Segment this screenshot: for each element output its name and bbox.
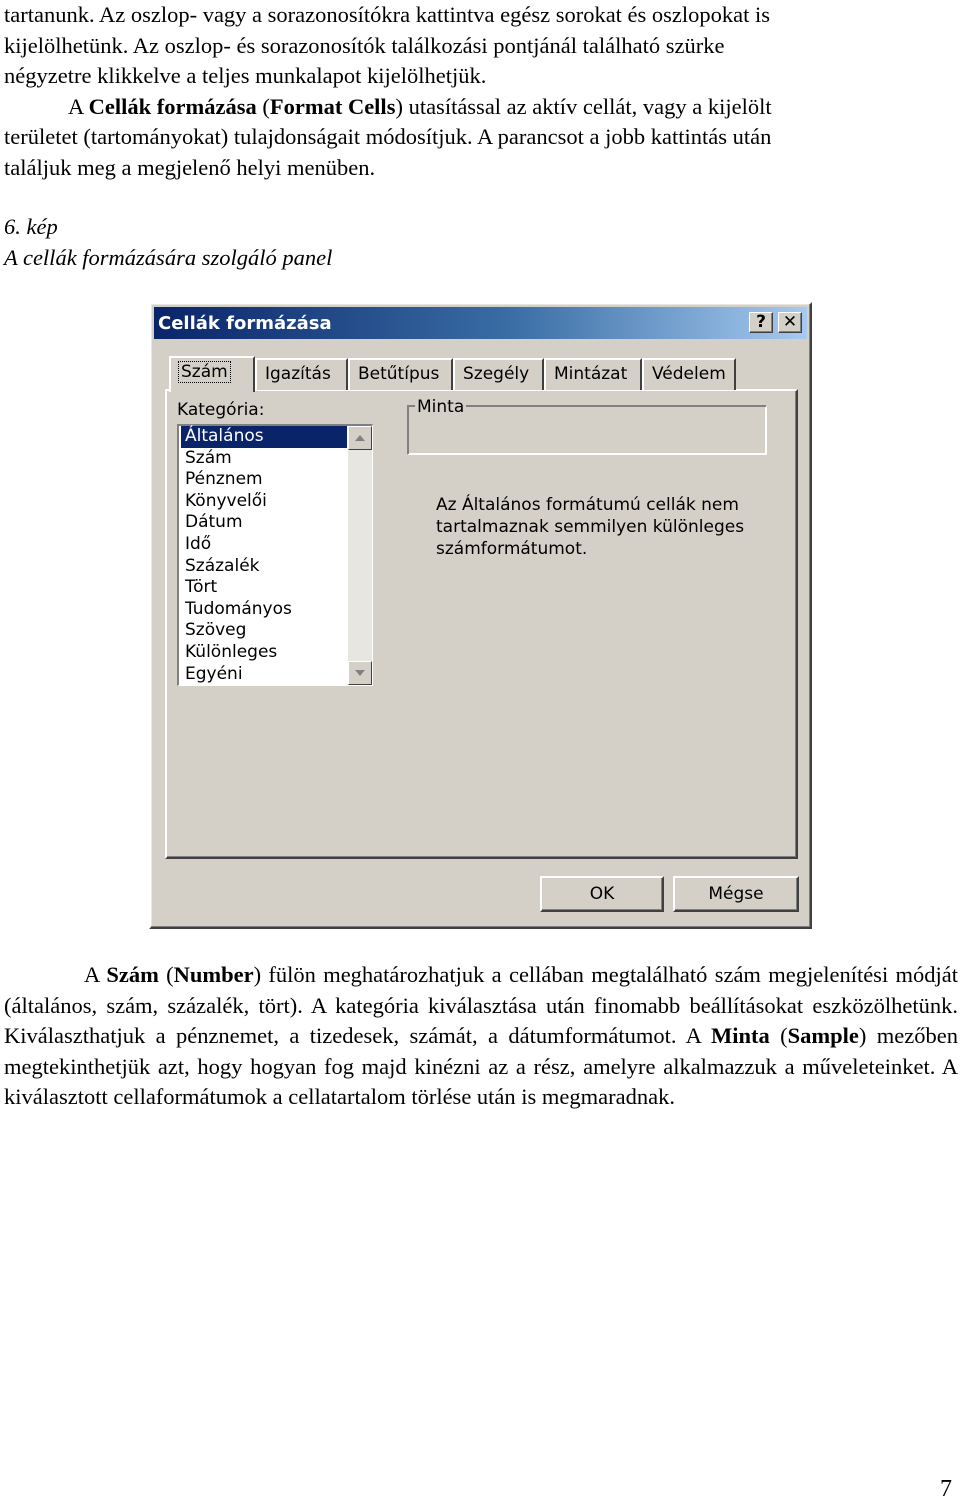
term-number: Number (173, 962, 254, 987)
line: találjuk meg a megjelenő helyi menüben. (4, 154, 376, 180)
scroll-up-button[interactable] (348, 426, 372, 450)
term-minta: Minta (711, 1023, 770, 1049)
dialog-titlebar (154, 307, 807, 339)
format-cells-dialog (149, 302, 812, 929)
tab-betutipus[interactable]: Betűtípus (348, 358, 453, 390)
close-icon: ✕ (782, 312, 798, 332)
number-tab-paragraph: A Szám (Number) fülön meghatározhatjuk a cellában megtalálható szám megjelenítési módját (általános, szám, százalék, tört). A kategória kiválasztása után finomabb beállításokat eszközölhetünk. Kiválaszthatjuk a pénznemet, a tizedesek, számát, a dátumformátumot. A Minta (Sample) mezőben megtekinthetjük azt, hogy hogyan fog majd kinézni az a rész, amelyre alkalmazzuk a műveleteinket. A kiválasztott cellaformátumok a cellatartalom törlése után is megmaradnak. (4, 962, 958, 1110)
list-item[interactable]: Dátum (185, 512, 243, 533)
tab-szegely[interactable]: Szegély (453, 358, 544, 390)
category-label: Kategória: (177, 400, 265, 420)
term-sample: Sample (787, 1023, 859, 1049)
figure-number: 6. kép (4, 214, 58, 239)
figure-caption (4, 212, 332, 273)
line: tartanunk. Az oszlop- vagy a sorazonosítókra kattintva egész sorokat és oszlopokat is (4, 2, 771, 27)
tab-igazitas[interactable]: Igazítás (255, 358, 348, 390)
term-cellak-formazasa: Cellák formázása (88, 93, 257, 119)
list-item[interactable]: Százalék (185, 555, 260, 576)
arrow-up-icon (355, 435, 365, 441)
format-description: Az Általános formátumú cellák nem tartalmaznak semmilyen különleges számformátumot. (436, 495, 745, 559)
list-item[interactable]: Szám (185, 447, 232, 468)
tab-vedelem[interactable]: Védelem (642, 358, 736, 390)
intro-paragraph (4, 0, 958, 184)
page-number: 7 (940, 1476, 952, 1502)
dialog-title: Cellák formázása (158, 313, 332, 334)
category-listbox[interactable] (177, 424, 373, 686)
list-item[interactable]: Könyvelői (185, 490, 267, 511)
list-item[interactable]: Tört (185, 577, 218, 598)
list-item[interactable]: Szöveg (185, 620, 247, 641)
cancel-button[interactable]: Mégse (673, 876, 799, 912)
list-item[interactable]: Általános (181, 426, 347, 448)
line: A Cellák formázása (Format Cells) utasítással az aktív cellát, vagy a kijelölt (68, 93, 772, 119)
tab-mintazat[interactable]: Mintázat (544, 358, 642, 390)
list-item[interactable]: Különleges (185, 641, 278, 662)
category-list (181, 426, 347, 685)
list-item[interactable]: Tudományos (185, 598, 292, 619)
line: kijelölhetünk. Az oszlop- és sorazonosítók találkozási pontjánál található szürke (4, 32, 725, 58)
term-format-cells: Format Cells (269, 93, 396, 119)
term-szam: Szám (106, 962, 159, 987)
tab-szam[interactable]: Szám (169, 356, 255, 392)
arrow-down-icon (355, 670, 365, 676)
line: négyzetre klikkelve a teljes munkalapot kijelölhetjük. (4, 63, 487, 89)
list-item[interactable]: Idő (185, 533, 212, 554)
figure-title: A cellák formázására szolgáló panel (4, 244, 333, 270)
list-scrollbar[interactable] (348, 426, 372, 685)
list-item[interactable]: Egyéni (185, 663, 243, 684)
sample-label: Minta (417, 397, 465, 417)
scroll-down-button[interactable] (348, 661, 372, 685)
ok-button[interactable]: OK (540, 876, 664, 912)
close-button[interactable] (778, 312, 802, 333)
line: területet (tartományokat) tulajdonságait módosítjuk. A parancsot a jobb kattintás után (4, 124, 772, 150)
help-button[interactable]: ? (749, 312, 773, 333)
list-item[interactable]: Pénznem (185, 469, 263, 490)
